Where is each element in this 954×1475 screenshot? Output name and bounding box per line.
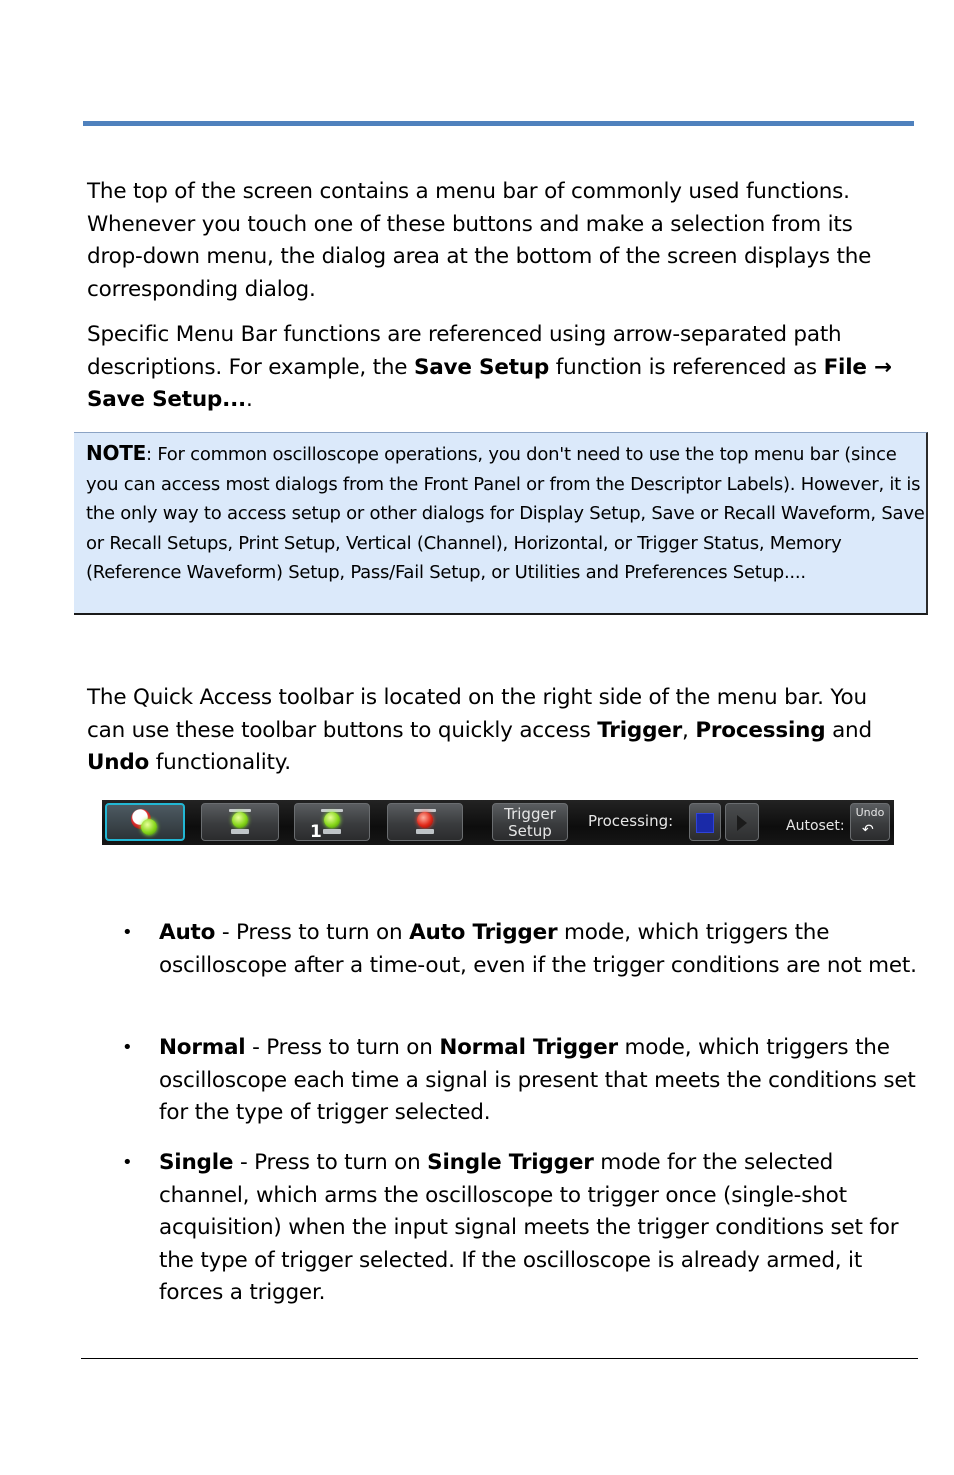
footer-rule xyxy=(81,1358,918,1359)
green-light-icon xyxy=(232,812,248,828)
text: - Press to turn on xyxy=(233,1150,428,1175)
bold-term: Undo xyxy=(87,750,150,775)
bold-term: Save Setup xyxy=(413,354,550,380)
text: mode, which triggers the oscilloscope each time a signal is present that meets the conditions set for the type of trigger selected. xyxy=(159,1035,916,1125)
list-item xyxy=(122,1032,919,1130)
mode-name: Auto Trigger xyxy=(409,920,558,945)
item-name: Single xyxy=(159,1150,234,1175)
text: functionality. xyxy=(149,750,291,775)
autoset-label: Autoset: xyxy=(786,818,845,834)
bold-term: Processing xyxy=(695,717,826,743)
text: Specific Menu Bar functions are referenced using arrow-separated path descriptions. For example, the xyxy=(87,322,842,380)
note-label: NOTE xyxy=(86,441,147,465)
light-base xyxy=(416,829,434,834)
text: - Press to turn on xyxy=(215,920,410,945)
header-rule xyxy=(83,121,914,126)
green-light-icon xyxy=(141,819,157,835)
text: , xyxy=(682,717,696,743)
list-item xyxy=(122,917,919,982)
single-trigger-button[interactable] xyxy=(294,803,370,841)
list-item xyxy=(122,1147,919,1310)
undo-button[interactable] xyxy=(850,803,890,841)
text: mode, which triggers the oscilloscope after a time-out, even if the trigger conditions are not met. xyxy=(159,920,917,978)
bold-path: File → Save Setup... xyxy=(87,354,892,412)
trigger-setup-label-line2: Setup xyxy=(508,822,552,840)
red-light-icon xyxy=(417,812,433,828)
quick-access-description xyxy=(87,682,907,780)
undo-icon: ↶ xyxy=(862,822,874,838)
mode-name: Single Trigger xyxy=(427,1150,594,1175)
note-box xyxy=(74,432,928,615)
bullet-icon: • xyxy=(122,1037,133,1058)
light-base xyxy=(231,829,249,834)
trigger-setup-label-line1: Trigger xyxy=(504,805,556,823)
bullet-icon: • xyxy=(122,922,133,943)
quick-access-toolbar xyxy=(102,800,894,845)
item-name: Normal xyxy=(159,1035,246,1060)
green-light-icon xyxy=(324,812,340,828)
bold-term: Trigger xyxy=(597,717,683,743)
text: . xyxy=(246,387,253,412)
undo-label: Undo xyxy=(855,806,885,819)
processing-stop-button[interactable] xyxy=(689,803,721,841)
note-text: : For common oscilloscope operations, you don't need to use the top menu bar (since you can access most dialogs from the Front Panel or from the Descriptor Labels). However, it is the only way to access setup or other dialogs for Display Setup, Save or Recall Waveform, Save or Recall Setups, Print Setup, Vertical (Channel), Horizontal, or Trigger Status, Memory (Reference Waveform) Setup, Pass/Fail Setup, or Utilities and Preferences Setup.... xyxy=(86,444,925,583)
text: and xyxy=(825,717,872,743)
play-icon xyxy=(737,815,747,831)
menu-bar-description: The top of the screen contains a menu bar of commonly used functions. Whenever you touch one of these buttons and make a selection from its drop-down menu, the dialog area at the bottom of the screen displays the corresponding dialog. xyxy=(87,179,872,302)
stop-trigger-button[interactable] xyxy=(387,803,463,841)
light-base xyxy=(323,829,341,834)
auto-trigger-button[interactable] xyxy=(105,803,185,841)
mode-name: Normal Trigger xyxy=(439,1035,618,1060)
text: - Press to turn on xyxy=(245,1035,440,1060)
processing-run-button[interactable] xyxy=(725,803,759,841)
bullet-icon: • xyxy=(122,1152,133,1173)
processing-label: Processing: xyxy=(588,812,674,830)
normal-trigger-button[interactable] xyxy=(201,803,279,841)
single-count: 1 xyxy=(310,822,322,842)
stop-square-icon xyxy=(696,813,714,833)
trigger-setup-button[interactable] xyxy=(492,803,568,841)
text: mode for the selected channel, which arms the oscilloscope to trigger once (single-shot acquisition) when the input signal meets the trigger conditions set for the type of trigger selected. If the oscilloscope is already armed, it forces a trigger. xyxy=(159,1150,899,1305)
text: The Quick Access toolbar is located on the right side of the menu bar. You can use these toolbar buttons to quickly access xyxy=(87,685,867,743)
menu-path-description xyxy=(87,319,907,417)
item-name: Auto xyxy=(159,920,216,945)
text: function is referenced as xyxy=(549,354,824,380)
